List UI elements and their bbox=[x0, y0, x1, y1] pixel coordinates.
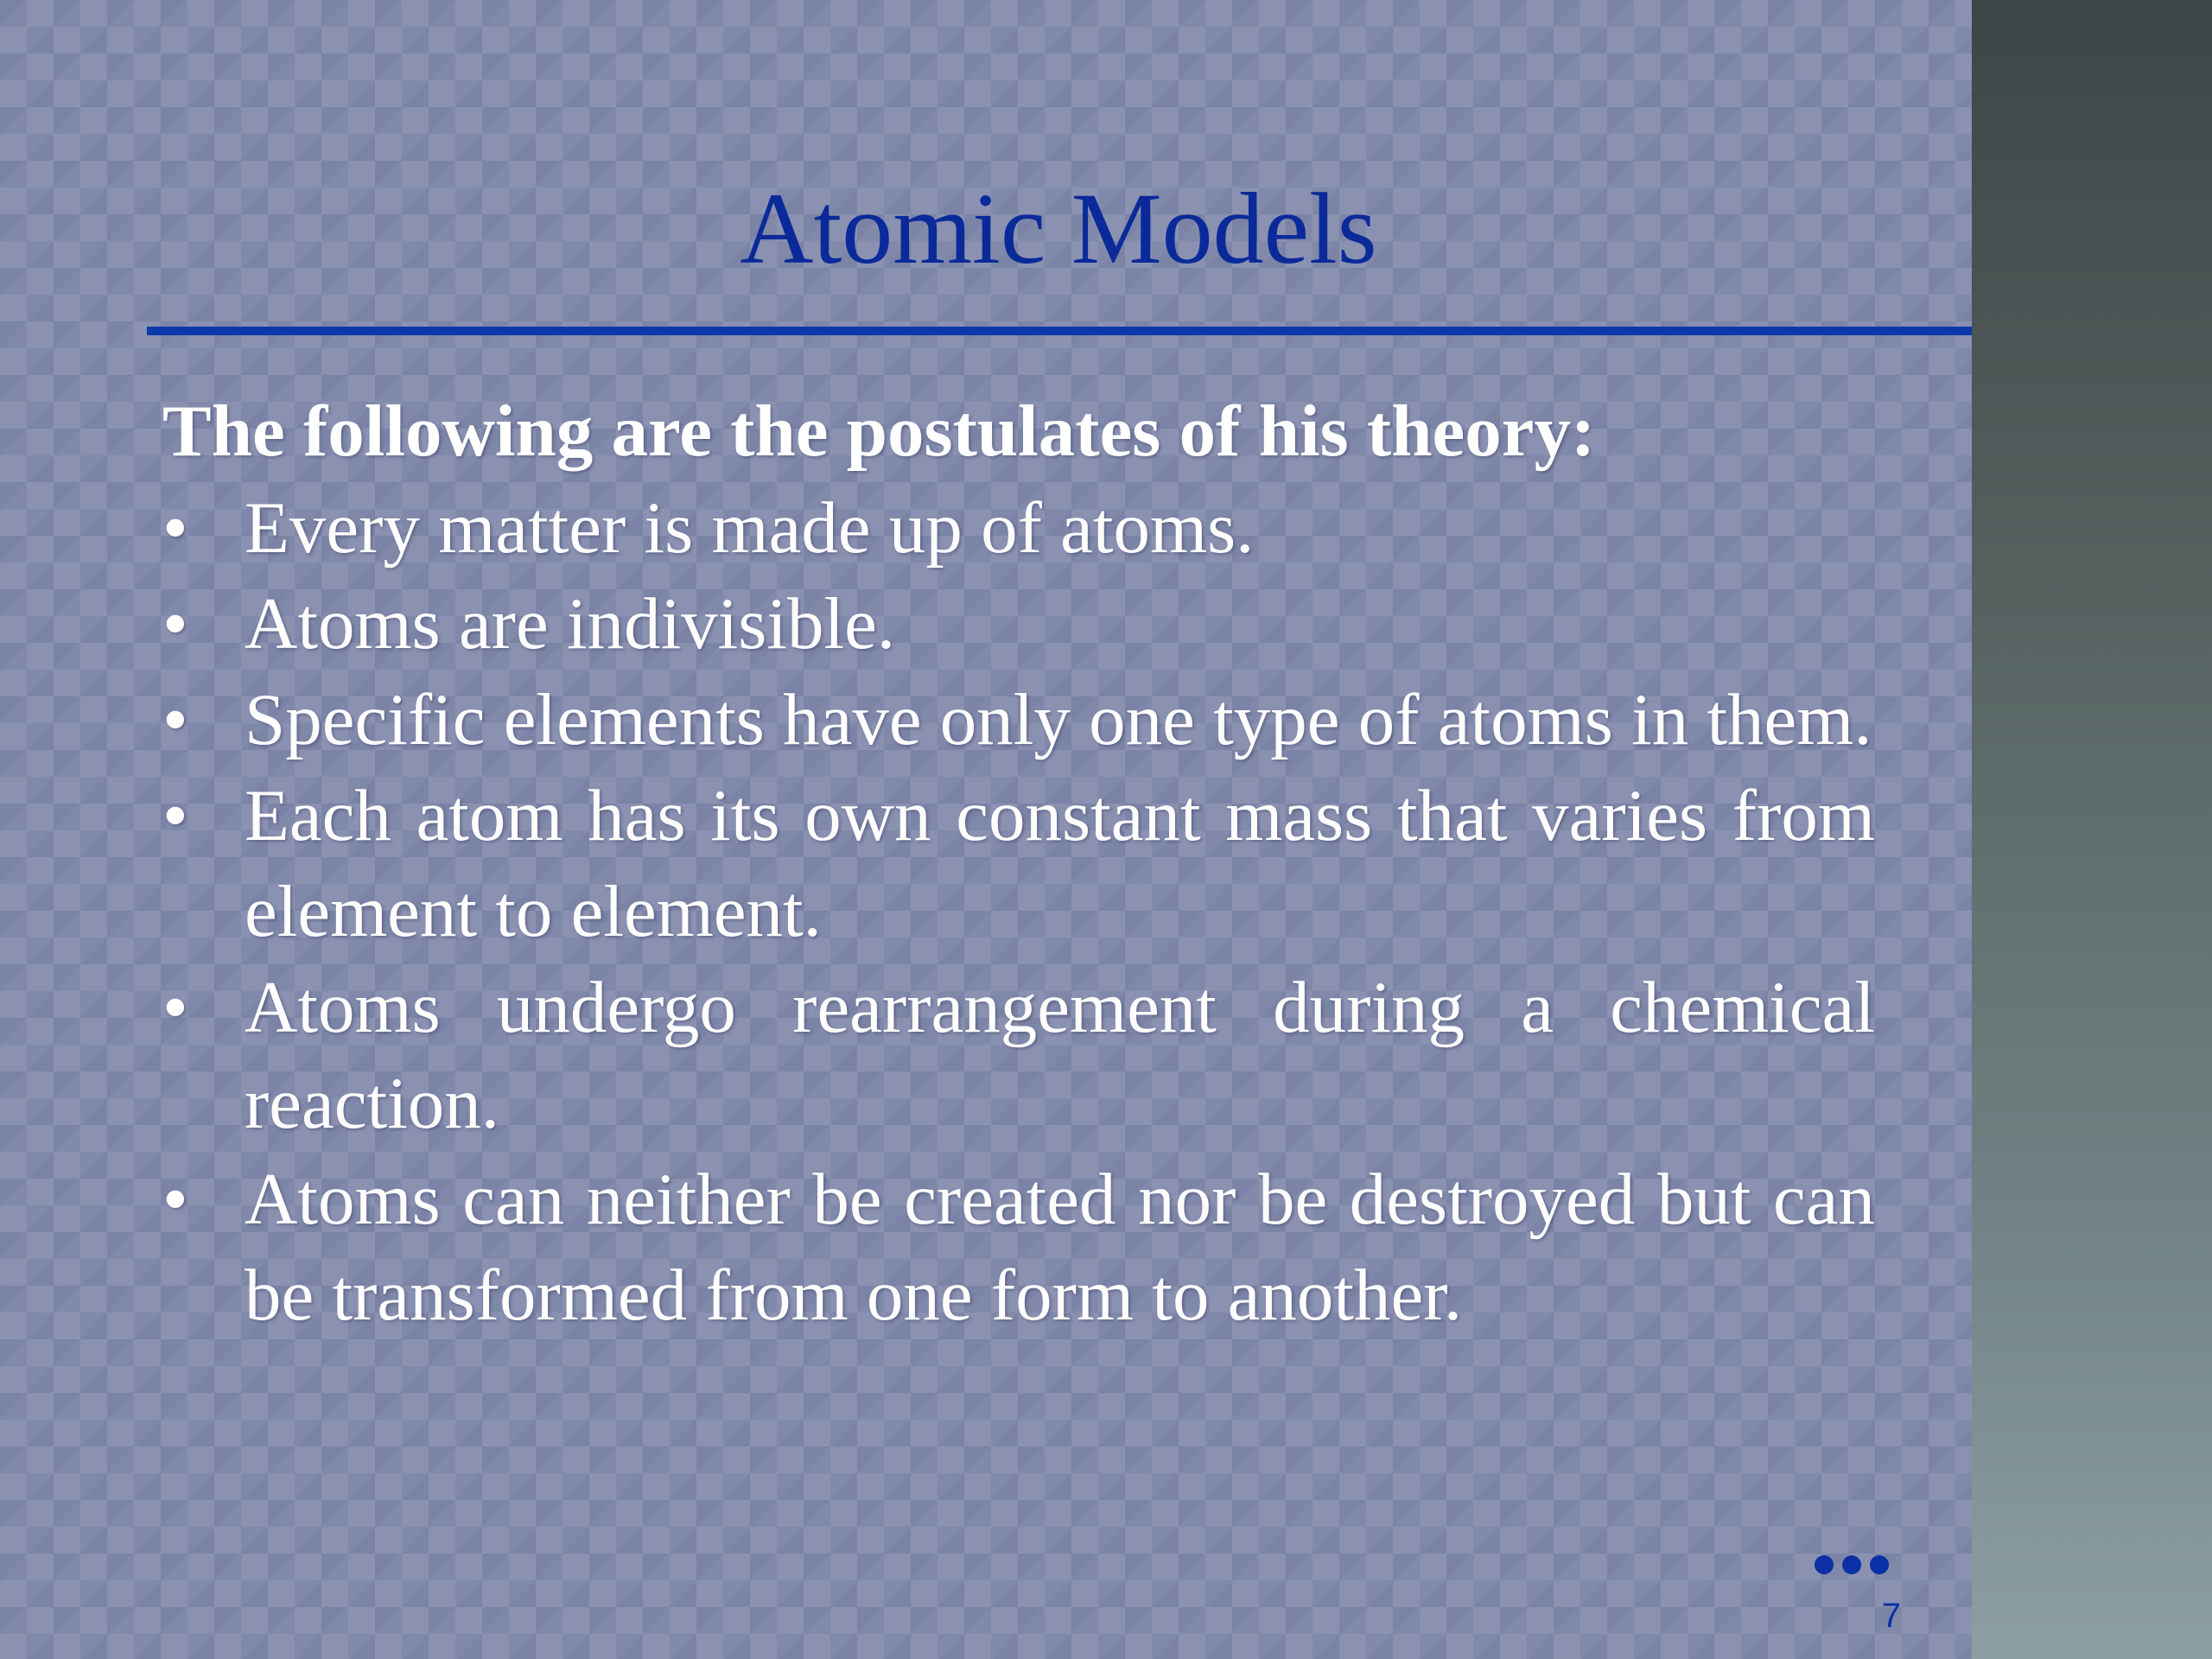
postulate-text: Each atom has its own constant mass that varies from element to element. bbox=[245, 775, 1875, 952]
list-item bbox=[162, 576, 1875, 672]
list-item bbox=[162, 1152, 1875, 1344]
page-number: 7 bbox=[1881, 1597, 1901, 1635]
dot-shape bbox=[1870, 1555, 1889, 1574]
bullet-dot-icon: • bbox=[162, 967, 188, 1048]
postulate-text: Atoms are indivisible. bbox=[245, 583, 896, 664]
list-item bbox=[162, 480, 1875, 576]
list-item bbox=[162, 672, 1875, 768]
bullet-dot-icon: • bbox=[162, 487, 188, 569]
postulate-text: Every matter is made up of atoms. bbox=[245, 487, 1255, 569]
bullet-dot-icon: • bbox=[162, 1159, 188, 1240]
postulates-list bbox=[162, 480, 1875, 1344]
slide-title: Atomic Models bbox=[740, 172, 1377, 285]
bullet-dot-icon: • bbox=[162, 679, 188, 760]
list-item bbox=[162, 960, 1875, 1152]
postulate-text: Atoms can neither be created nor be destroyed but can be transformed from one form to another. bbox=[245, 1159, 1875, 1336]
dot-shape bbox=[1815, 1555, 1834, 1574]
side-decoration-panel bbox=[1972, 0, 2212, 1659]
dot-shape bbox=[1842, 1555, 1861, 1574]
intro-text: The following are the postulates of his theory: bbox=[162, 391, 1596, 472]
three-dots-icon bbox=[1815, 1555, 1892, 1576]
bullet-dot-icon: • bbox=[162, 775, 188, 856]
title-divider bbox=[147, 327, 2093, 335]
postulate-text: Atoms undergo rearrangement during a chemical reaction. bbox=[245, 967, 1875, 1144]
list-item bbox=[162, 768, 1875, 960]
postulate-text: Specific elements have only one type of atoms in them. bbox=[245, 679, 1872, 760]
bullet-dot-icon: • bbox=[162, 583, 188, 664]
